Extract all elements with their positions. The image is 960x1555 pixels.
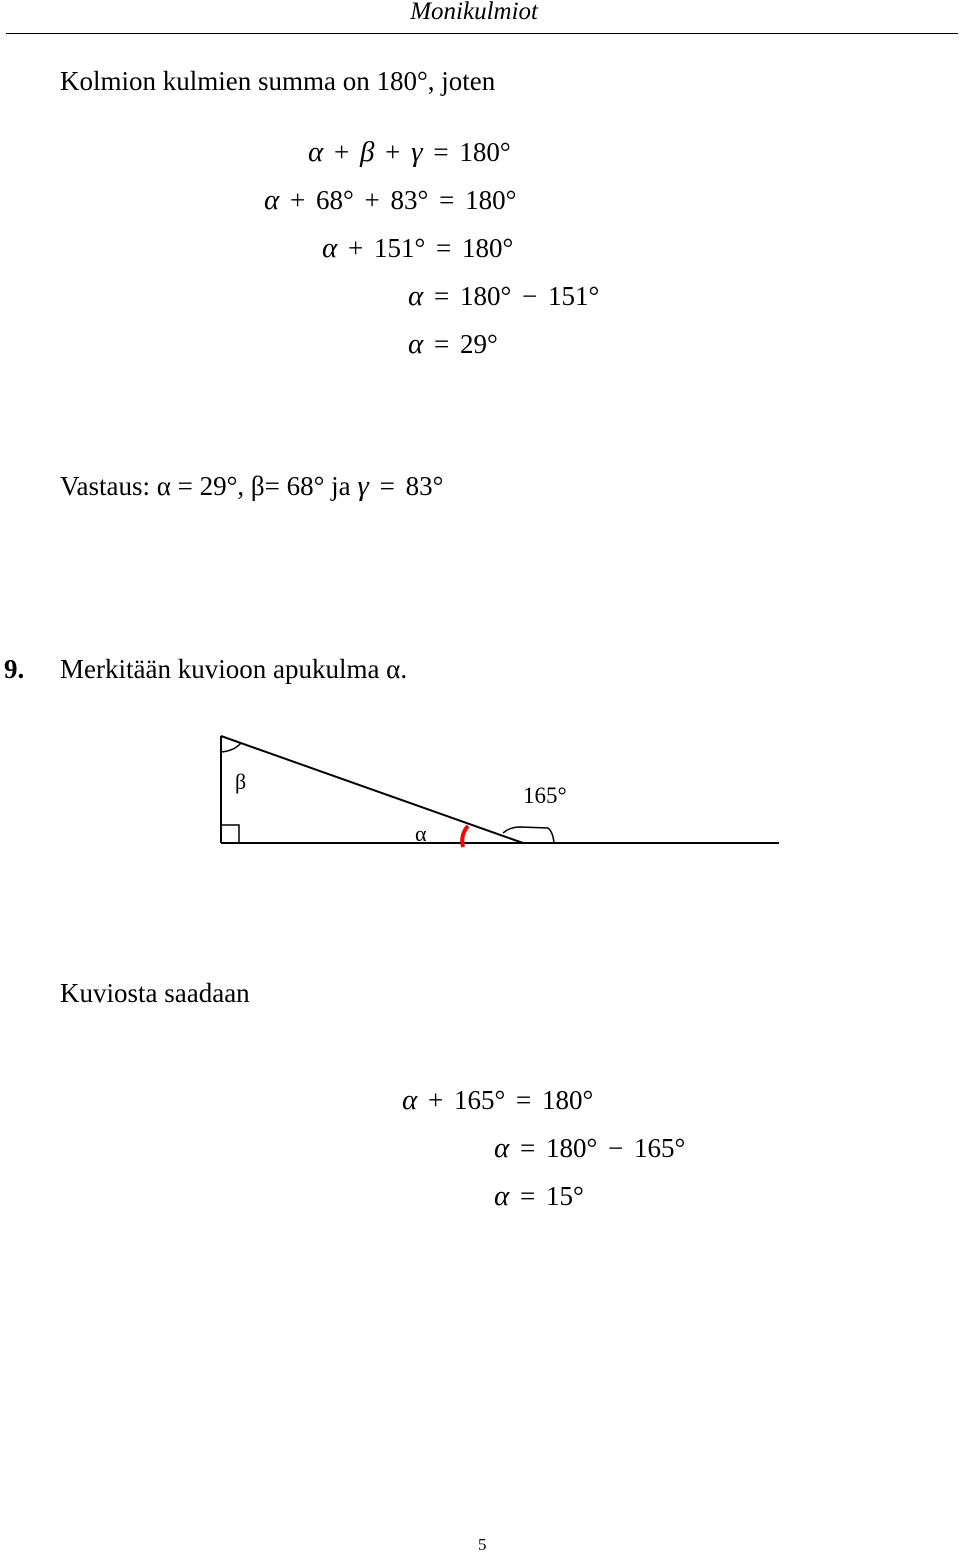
plus-sign: +	[427, 1085, 444, 1115]
equation-2-line-3	[494, 1180, 584, 1213]
minus-sign: −	[608, 1133, 624, 1163]
minus-sign: −	[522, 281, 538, 311]
plus-sign: +	[333, 137, 350, 167]
beta-symbol: β	[359, 136, 375, 168]
equation-1-line-2	[264, 184, 516, 217]
rhs-value: 180°	[459, 137, 511, 167]
term-value: 68°	[315, 185, 354, 215]
term-value: 83°	[390, 185, 429, 215]
problem-number: 9.	[4, 654, 25, 684]
plus-sign: +	[289, 185, 306, 215]
page-number: 5	[478, 1535, 487, 1554]
equals-sign: =	[519, 1181, 536, 1211]
equals-sign: =	[379, 471, 395, 501]
derive-text: Kuviosta saadaan	[60, 978, 250, 1008]
plus-sign: +	[347, 233, 364, 263]
page-header-title: Monikulmiot	[410, 0, 538, 25]
triangle-hypotenuse	[221, 736, 523, 843]
alpha-symbol: α	[264, 184, 280, 216]
plus-sign: +	[364, 185, 380, 215]
equals-sign: =	[433, 281, 450, 311]
alpha-label: α	[415, 821, 427, 846]
alpha-symbol: α	[494, 1132, 510, 1164]
equals-sign: =	[516, 1085, 532, 1115]
term-value: 151°	[373, 233, 426, 263]
alpha-symbol: α	[402, 1084, 418, 1116]
plus-sign: +	[385, 137, 401, 167]
exterior-angle-arc	[503, 827, 554, 843]
equation-1-line-4	[408, 280, 599, 313]
rhs-value: 165°	[634, 1133, 686, 1163]
equals-sign: =	[436, 233, 452, 263]
equation-1-line-5	[408, 328, 498, 361]
beta-angle-arc	[221, 743, 241, 752]
gamma-symbol: γ	[357, 470, 369, 502]
equals-sign: =	[439, 185, 455, 215]
rhs-value: 180°	[542, 1085, 594, 1115]
right-angle-marker	[221, 825, 239, 843]
alpha-symbol: α	[322, 232, 338, 264]
equals-sign: =	[519, 1133, 536, 1163]
answer-line	[60, 470, 443, 503]
equals-sign: =	[433, 329, 450, 359]
alpha-symbol: α	[494, 1180, 510, 1212]
beta-label: β	[235, 769, 247, 794]
gamma-symbol: γ	[411, 136, 423, 168]
rhs-value: 29°	[459, 329, 498, 359]
equals-sign: =	[433, 137, 449, 167]
equation-1-line-1	[308, 136, 511, 169]
header-divider	[6, 33, 958, 34]
rhs-value: 180°	[545, 1133, 598, 1163]
rhs-value: 180°	[462, 233, 514, 263]
problem-text: Merkitään kuvioon apukulma α.	[60, 654, 408, 684]
equation-2-line-2	[494, 1132, 685, 1165]
equation-1-line-3	[322, 232, 513, 265]
rhs-value: 151°	[548, 281, 600, 311]
answer-prefix: Vastaus: α = 29°, β= 68° ja	[60, 471, 351, 501]
alpha-symbol: α	[308, 136, 324, 168]
rhs-value: 15°	[545, 1181, 584, 1211]
term-value: 165°	[453, 1085, 506, 1115]
equation-2-line-1	[402, 1084, 593, 1117]
rhs-value: 180°	[459, 281, 512, 311]
alpha-symbol: α	[408, 280, 424, 312]
triangle-figure	[210, 725, 790, 860]
angle-165-label: 165°	[523, 783, 567, 808]
rhs-value: 180°	[465, 185, 517, 215]
alpha-symbol: α	[408, 328, 424, 360]
answer-value: 83°	[405, 471, 444, 501]
intro-text: Kolmion kulmien summa on 180°, joten	[60, 66, 496, 96]
